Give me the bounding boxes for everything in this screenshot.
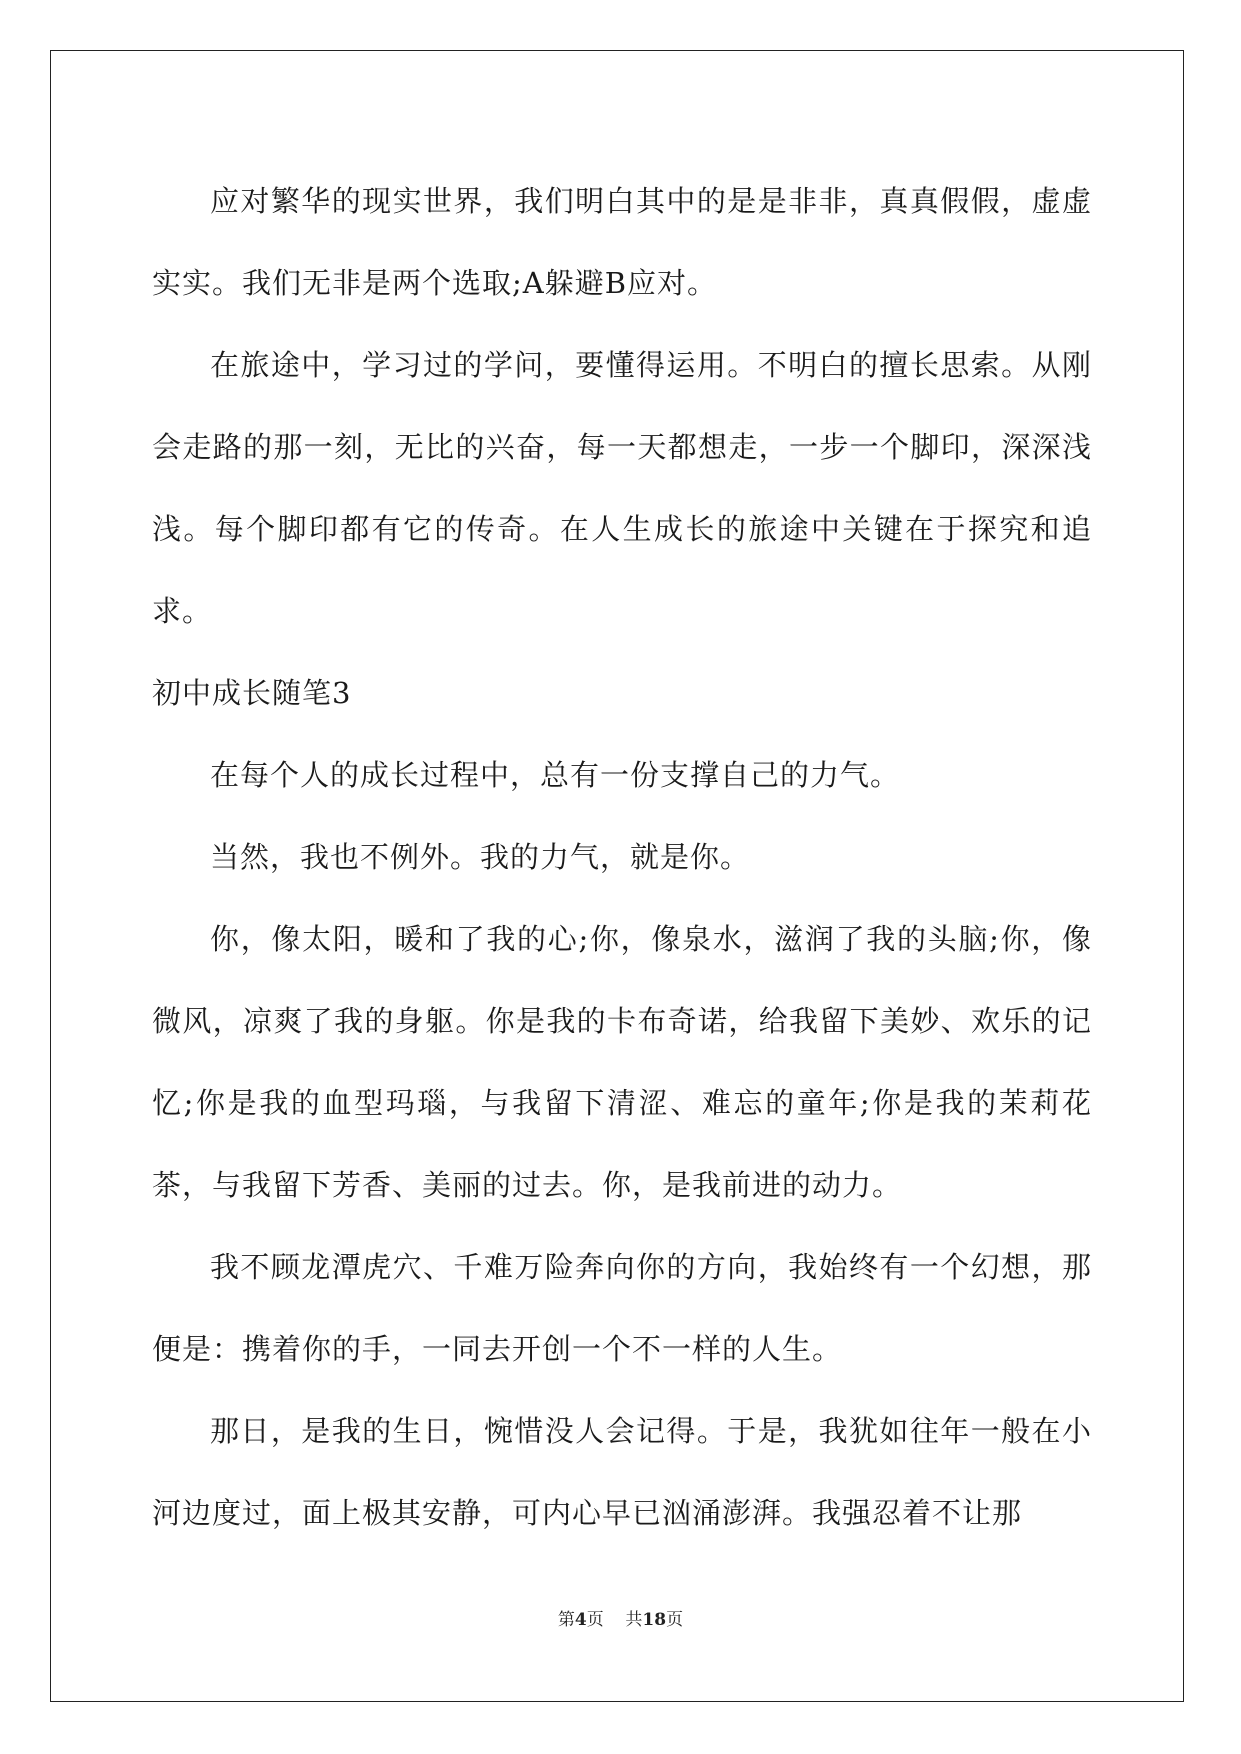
page-prefix: 第 [557, 1610, 575, 1630]
document-body [152, 160, 1092, 1554]
paragraph: 我不顾龙潭虎穴、千难万险奔向你的方向，我始终有一个幻想，那便是：携着你的手，一同去开创一个不一样的人生。 [152, 1250, 1092, 1366]
paragraph: 应对繁华的现实世界，我们明白其中的是是非非，真真假假，虚虚实实。我们无非是两个选取;A躲避B应对。 [152, 184, 1092, 300]
paragraph: 在每个人的成长过程中，总有一份支撑自己的力气。 [210, 758, 901, 792]
total-suffix: 页 [666, 1610, 684, 1630]
paragraph: 在旅途中，学习过的学问，要懂得运用。不明白的擅长思索。从刚会走路的那一刻，无比的兴奋，每一天都想走，一步一个脚印，深深浅浅。每个脚印都有它的传奇。在人生成长的旅途中关键在于探究和追求。 [152, 348, 1092, 628]
page-footer [0, 1605, 1241, 1630]
paragraph: 你，像太阳，暖和了我的心;你，像泉水，滋润了我的头脑;你，像微风，凉爽了我的身躯。你是我的卡布奇诺，给我留下美妙、欢乐的记忆;你是我的血型玛瑙，与我留下清涩、难忘的童年;你是我的茉莉花茶，与我留下芳香、美丽的过去。你，是我前进的动力。 [152, 922, 1092, 1202]
page-number: 4 [574, 1610, 587, 1630]
paragraph: 那日，是我的生日，惋惜没人会记得。于是，我犹如往年一般在小河边度过，面上极其安静，可内心早已汹涌澎湃。我强忍着不让那 [152, 1414, 1092, 1530]
page-suffix: 页 [586, 1610, 604, 1630]
total-pages: 18 [642, 1610, 667, 1630]
total-prefix: 共 [625, 1610, 643, 1630]
paragraph: 当然，我也不例外。我的力气，就是你。 [210, 840, 751, 874]
section-heading: 初中成长随笔3 [152, 676, 352, 710]
